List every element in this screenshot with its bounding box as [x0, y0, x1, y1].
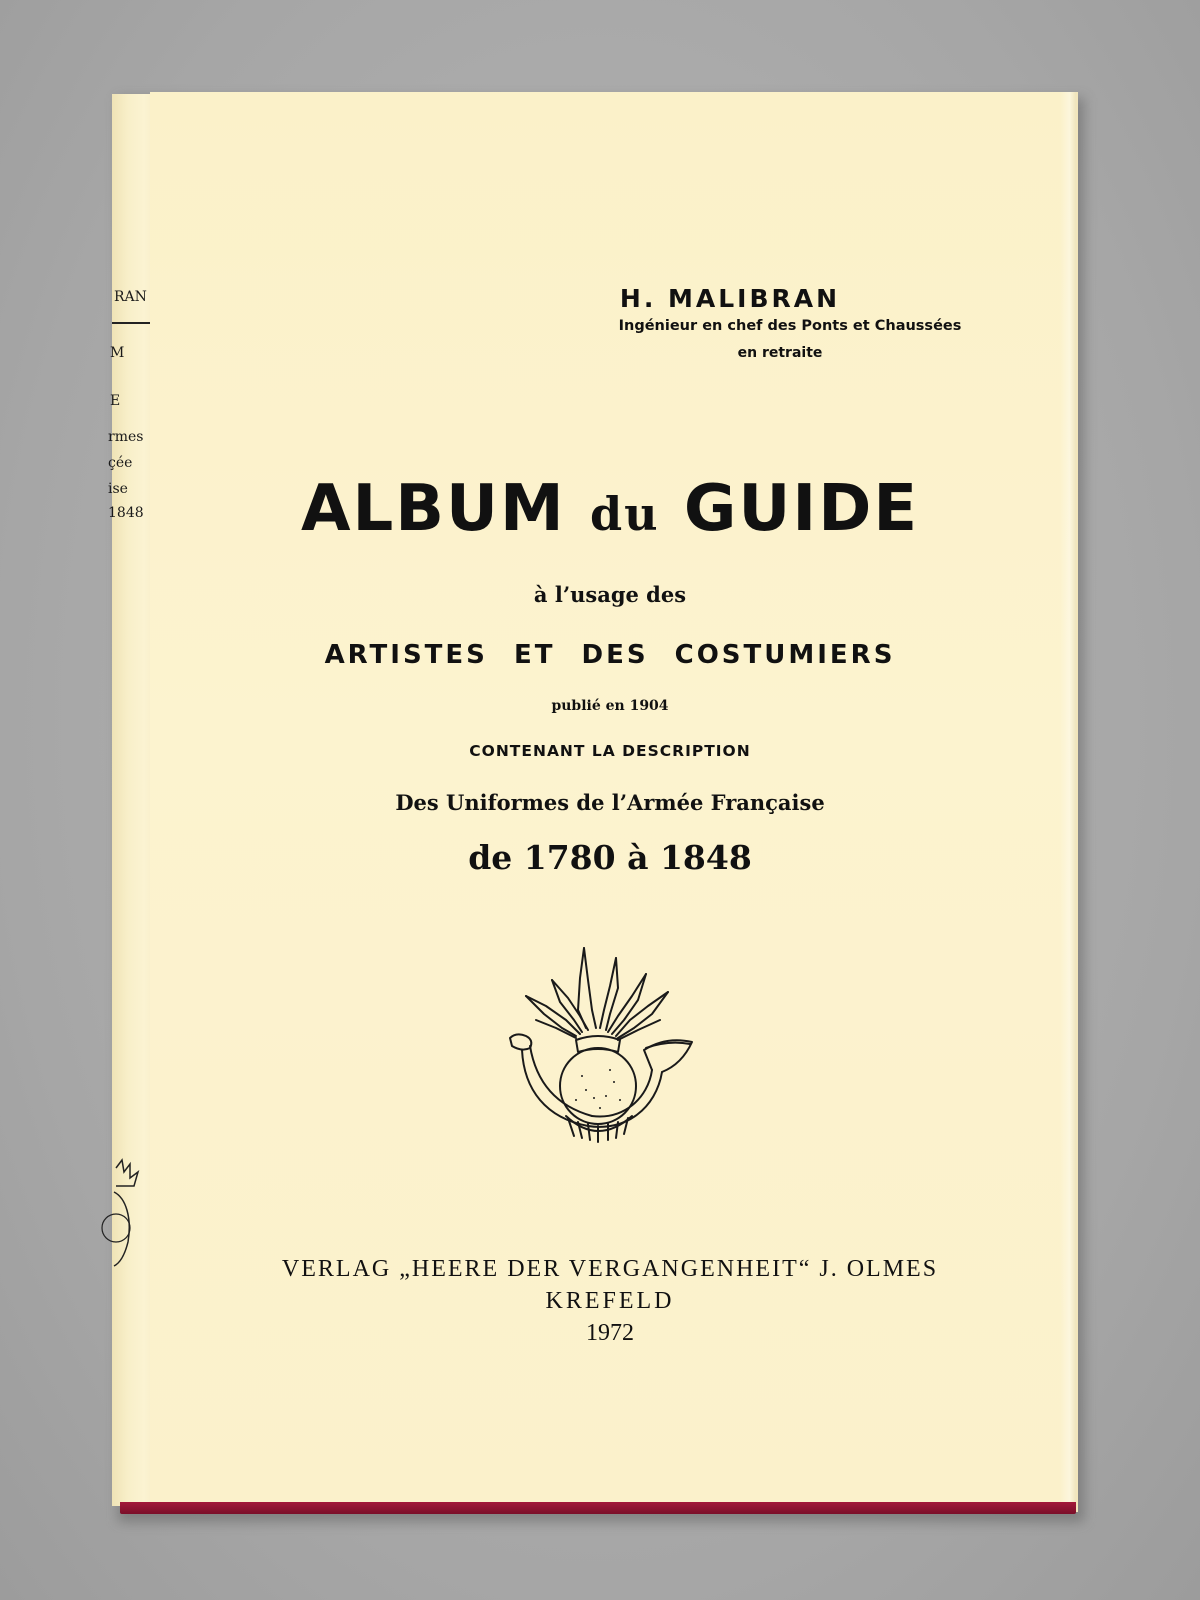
- title-du: du: [589, 487, 660, 541]
- spine-emblem-icon: [112, 1158, 146, 1278]
- author-status: en retraite: [737, 345, 823, 361]
- publisher-name: VERLAG „HEERE DER VERGANGENHEIT“ J. OLMES: [281, 1256, 939, 1282]
- published-line: publié en 1904: [551, 698, 669, 714]
- spine-author: RAN: [114, 289, 147, 305]
- title-album: ALBUM: [300, 472, 590, 546]
- publication-year: 1972: [586, 1320, 634, 1346]
- spine-line-3: çée: [108, 455, 133, 471]
- book-title: [190, 472, 1030, 546]
- containing-line: CONTENANT LA DESCRIPTION: [469, 742, 751, 760]
- spine-line-1: E: [110, 393, 121, 409]
- spine-rule: [112, 322, 152, 324]
- grenade-horn-emblem-icon: [496, 940, 706, 1150]
- publisher-city: KREFELD: [545, 1288, 675, 1314]
- red-binding-strip: [120, 1502, 1076, 1514]
- cover-edge-highlight: [1060, 92, 1076, 1512]
- title-guide: GUIDE: [659, 472, 920, 546]
- usage-line: à l’usage des: [533, 582, 687, 607]
- period-line: de 1780 à 1848: [468, 838, 752, 877]
- spine-line-5: 1848: [108, 505, 144, 521]
- author-name: H. MALIBRAN: [619, 284, 841, 313]
- spine-line-4: ise: [108, 481, 128, 497]
- author-title: Ingénieur en chef des Ponts et Chaussées: [618, 318, 962, 334]
- spine-line-2: rmes: [108, 429, 144, 445]
- spine-title: M: [110, 345, 125, 361]
- subject-line: Des Uniformes de l’Armée Française: [395, 790, 825, 815]
- audience-line: ARTISTES ET DES COSTUMIERS: [324, 640, 896, 670]
